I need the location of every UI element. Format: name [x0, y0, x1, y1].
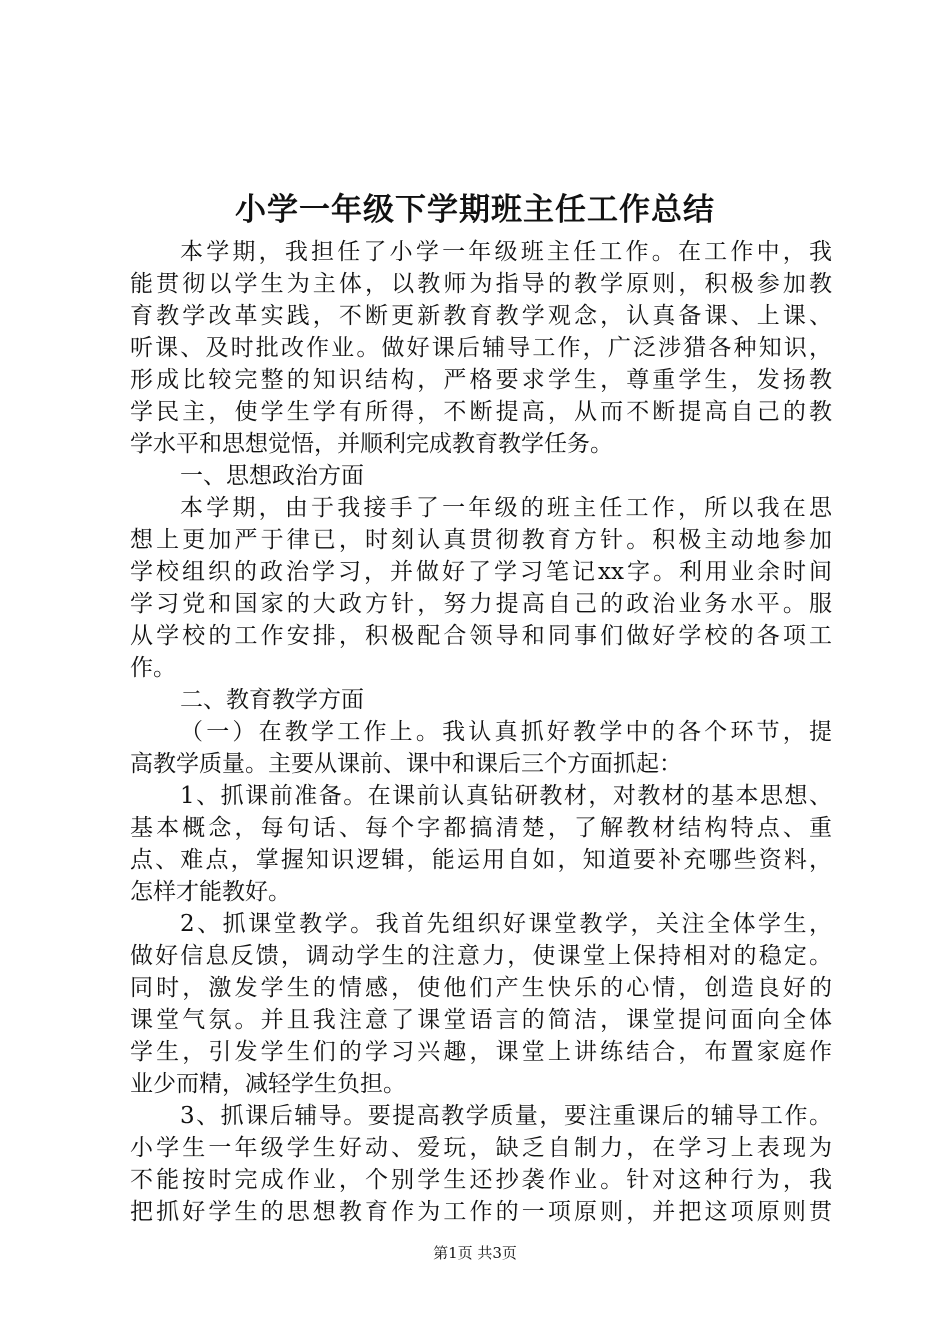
body-line: 不能按时完成作业，个别学生还抄袭作业。针对这种行为，我 [130, 1167, 832, 1193]
body-line: 2、抓课堂教学。我首先组织好课堂教学，关注全体学生， [180, 911, 832, 937]
body-line: 学水平和思想觉悟，并顺利完成教育教学任务。 [130, 431, 613, 457]
body-line: 能贯彻以学生为主体，以教师为指导的教学原则，积极参加教 [130, 271, 832, 297]
body-line: 作。 [130, 655, 176, 681]
page-footer: 第1页 共3页 [433, 1244, 517, 1262]
document-title: 小学一年级下学期班主任工作总结 [235, 192, 715, 228]
body-line: 点、难点，掌握知识逻辑，能运用自如，知道要补充哪些资料， [130, 847, 832, 873]
body-line: 3、抓课后辅导。要提高教学质量，要注重课后的辅导工作。 [180, 1103, 832, 1129]
body-line: 课堂气氛。并且我注意了课堂语言的简洁，课堂提问面向全体 [130, 1007, 832, 1033]
body-line: 形成比较完整的知识结构，严格要求学生，尊重学生，发扬教 [130, 367, 832, 393]
body-line: 本学期，我担任了小学一年级班主任工作。在工作中，我 [180, 239, 832, 265]
body-line: 基本概念，每句话、每个字都搞清楚，了解教材结构特点、重 [130, 815, 832, 841]
body-line: 学习党和国家的大政方针，努力提高自己的政治业务水平。服 [130, 591, 832, 617]
body-line: 学校组织的政治学习，并做好了学习笔记xx字。利用业余时间 [130, 559, 832, 585]
body-line: 业少而精，减轻学生负担。 [130, 1071, 406, 1097]
body-line: 想上更加严于律已，时刻认真贯彻教育方针。积极主动地参加 [130, 527, 832, 553]
body-line: 把抓好学生的思想教育作为工作的一项原则，并把这项原则贯 [130, 1199, 832, 1225]
body-line: 同时，激发学生的情感，使他们产生快乐的心情，创造良好的 [130, 975, 832, 1001]
body-line: 一、思想政治方面 [180, 463, 364, 489]
body-line: 高教学质量。主要从课前、课中和课后三个方面抓起： [130, 751, 682, 777]
body-line: 1、抓课前准备。在课前认真钻研教材，对教材的基本思想、 [180, 783, 832, 809]
body-line: 二、教育教学方面 [180, 687, 364, 713]
body-line: 做好信息反馈，调动学生的注意力，使课堂上保持相对的稳定。 [130, 943, 832, 969]
body-line: 学民主，使学生学有所得，不断提高，从而不断提高自己的教 [130, 399, 832, 425]
body-line: 从学校的工作安排，积极配合领导和同事们做好学校的各项工 [130, 623, 832, 649]
body-line: （一）在教学工作上。我认真抓好教学中的各个环节，提 [180, 719, 832, 745]
document-body [130, 236, 832, 1228]
body-line: 育教学改革实践，不断更新教育教学观念，认真备课、上课、 [130, 303, 832, 329]
body-line: 学生，引发学生们的学习兴趣，课堂上讲练结合，布置家庭作 [130, 1039, 832, 1065]
body-line: 本学期，由于我接手了一年级的班主任工作，所以我在思 [180, 495, 832, 521]
body-line: 听课、及时批改作业。做好课后辅导工作，广泛涉猎各种知识， [130, 335, 832, 361]
body-line: 怎样才能教好。 [130, 879, 291, 905]
body-line: 小学生一年级学生好动、爱玩，缺乏自制力，在学习上表现为 [130, 1135, 832, 1161]
